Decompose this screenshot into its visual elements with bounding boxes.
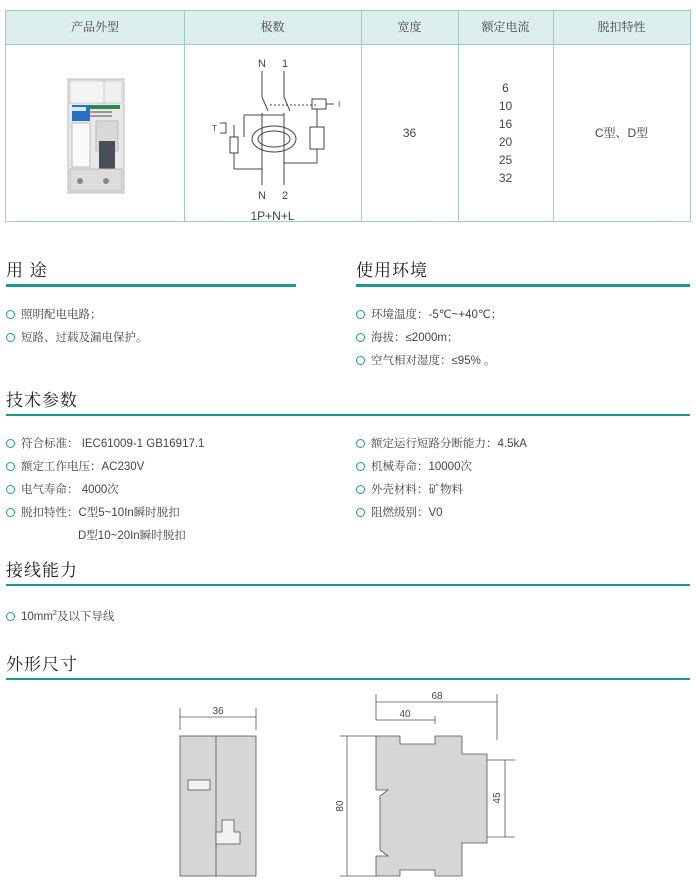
usage-title: 用 途 (6, 261, 48, 280)
bullet-icon (356, 439, 365, 448)
list-item: 短路、过载及漏电保护。 (6, 327, 148, 350)
header-trip: 脱扣特性 (597, 20, 646, 34)
environment-divider (356, 284, 690, 287)
rail-label: 45 (492, 792, 503, 804)
trip-value: C型、D型 (594, 126, 649, 140)
wiring-title: 接线能力 (6, 561, 78, 580)
list-item: 电气寿命： 4000次 (6, 479, 204, 502)
usage-list (6, 304, 148, 350)
dimension-drawing (0, 680, 696, 889)
header-current: 额定电流 (481, 20, 530, 34)
header-width: 宽度 (397, 20, 422, 34)
bullet-icon (6, 612, 15, 621)
label-t: T (212, 124, 217, 133)
list-item: 外壳材料：矿物料 (356, 479, 527, 502)
tech-list-right (356, 433, 527, 525)
current-value: 10 (498, 99, 513, 113)
current-value: 25 (498, 153, 513, 167)
current-value: 6 (502, 81, 509, 95)
width-value: 36 (402, 126, 417, 140)
header-poles: 极数 (260, 20, 285, 34)
dimensions-title: 外形尺寸 (6, 655, 78, 674)
bullet-icon (6, 462, 15, 471)
list-item-continuation: D型10~20In瞬时脱扣 (78, 530, 186, 542)
list-item: 额定运行短路分断能力：4.5kA (356, 433, 527, 456)
header-appearance: 产品外型 (70, 20, 119, 34)
usage-divider (6, 284, 296, 287)
list-item: 空气相对湿度：≤95% 。 (356, 350, 502, 373)
bullet-icon (6, 310, 15, 319)
current-list (458, 45, 553, 221)
pole-wiring-diagram (184, 45, 361, 221)
bullet-icon (6, 485, 15, 494)
bullet-icon (6, 333, 15, 342)
current-value: 20 (498, 135, 513, 149)
list-item: 符合标准： IEC61009-1 GB16917.1 (6, 433, 204, 456)
bullet-icon (356, 310, 365, 319)
tech-divider (6, 414, 690, 416)
list-item: 照明配电电路； (6, 304, 148, 327)
list-item: 环境温度：-5℃~+40℃； (356, 304, 502, 327)
height-label: 80 (335, 800, 346, 812)
side-inner-label: 40 (399, 709, 411, 720)
bullet-icon (356, 485, 365, 494)
bullet-icon (6, 439, 15, 448)
list-item: 阻燃级别：V0 (356, 502, 527, 525)
product-image (6, 45, 184, 221)
label-n-top: N (258, 58, 266, 70)
list-item: 海拔：≤2000m； (356, 327, 502, 350)
bullet-icon (356, 462, 365, 471)
tech-title: 技术参数 (6, 391, 78, 410)
current-value: 32 (498, 171, 513, 185)
poles-label: 1P+N+L (250, 209, 295, 223)
label-1-top: 1 (282, 58, 289, 70)
list-item: 脱扣特性：C型5~10In瞬时脱扣 (6, 502, 204, 525)
front-width-label: 36 (212, 706, 224, 717)
wiring-list (6, 602, 114, 625)
bullet-icon (356, 333, 365, 342)
list-item: $10mm^2$及以下导线 (6, 602, 114, 625)
label-n-bottom: N (258, 190, 266, 202)
label-2-bottom: 2 (282, 190, 289, 202)
bullet-icon (6, 508, 15, 517)
side-total-label: 68 (431, 691, 443, 702)
label-i: I (338, 100, 341, 109)
environment-title: 使用环境 (356, 261, 428, 280)
bullet-icon (356, 508, 365, 517)
tech-list-left (6, 433, 204, 548)
list-item: 额定工作电压：AC230V (6, 456, 204, 479)
wiring-divider (6, 584, 690, 586)
list-item: 机械寿命：10000次 (356, 456, 527, 479)
current-value: 16 (498, 117, 513, 131)
bullet-icon (356, 356, 365, 365)
environment-list (356, 304, 502, 373)
spec-table (5, 10, 691, 222)
